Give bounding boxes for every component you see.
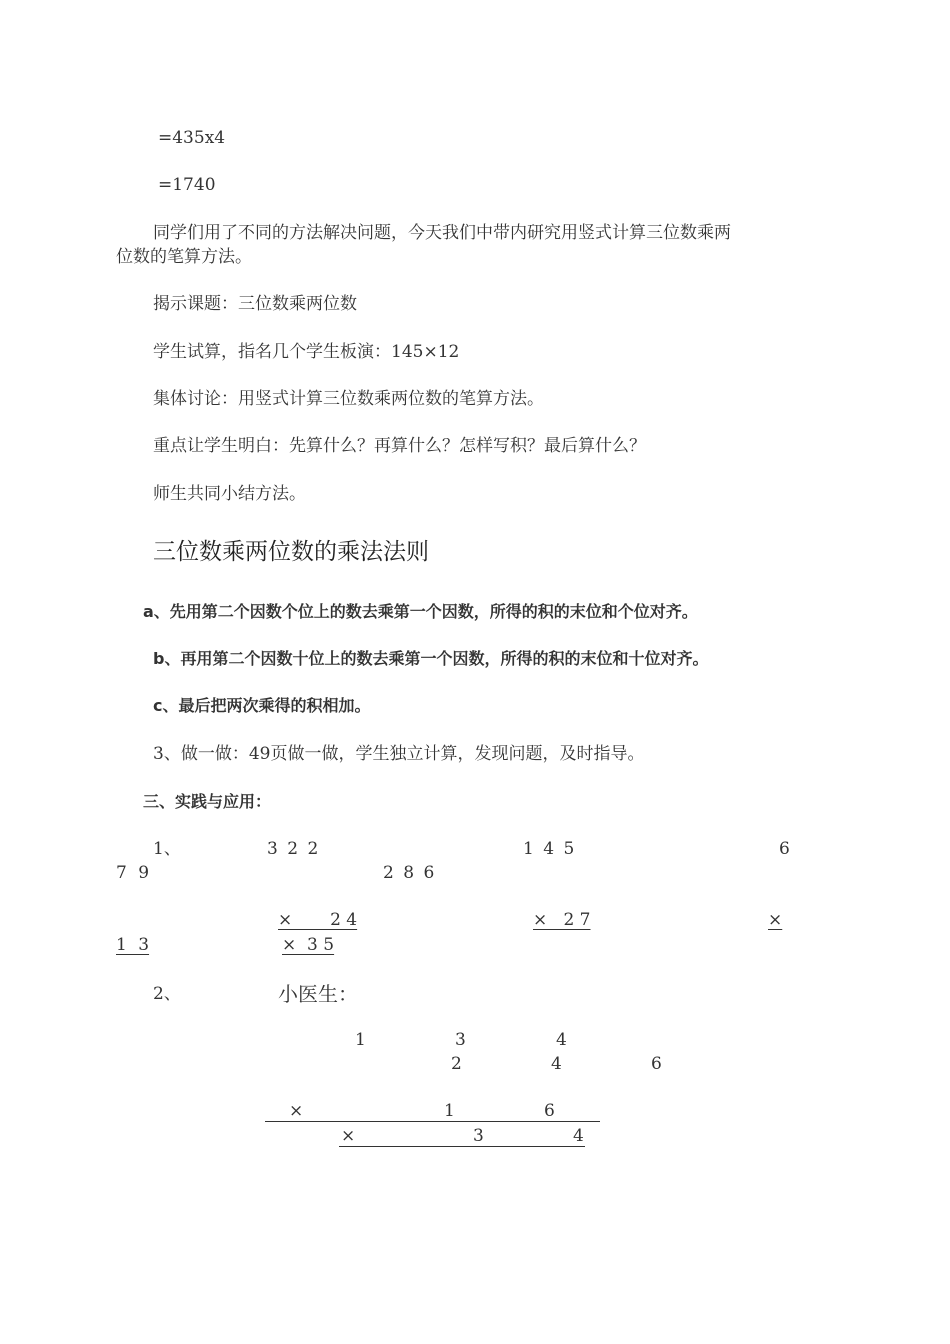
q2-multiplier-1-digit-2: 6 [544,1101,555,1121]
q2-multiply-sign-1: × [289,1101,304,1121]
rule-heading: 三位数乘两位数的乘法法则 [153,539,429,565]
rule-c: c、最后把两次乘得的积相加。 [153,696,371,715]
equation-line-1: =435x4 [158,128,226,148]
q1-problem2-top: 1 4 5 [523,839,575,859]
rule-a: a、先用第二个因数个位上的数去乘第一个因数，所得的积的末位和个位对齐。 [143,602,698,621]
q1-problem4-multiplier: × 3 5 [282,935,335,955]
focus-line: 重点让学生明白：先算什么？再算什么？怎样写积？最后算什么？ [153,436,646,456]
rule-b: b、再用第二个因数十位上的数去乘第一个因数，所得的积的末位和十位对齐。 [153,649,709,668]
q2-multiplier-2-digit-1: 3 [473,1126,484,1146]
summary-line: 师生共同小结方法。 [153,484,306,504]
q2-underline-2 [339,1146,585,1147]
discuss-line: 集体讨论：用竖式计算三位数乘两位数的笔算方法。 [153,389,544,409]
q2-label: 2、 [153,984,181,1004]
do-it-line: 3、做一做：49页做一做，学生独立计算，发现问题，及时指导。 [153,744,645,764]
trial-line: 学生试算，指名几个学生板演：145×12 [153,342,460,362]
equation-line-2: =1740 [158,175,216,195]
q2-b-digit-2: 4 [551,1054,562,1074]
section-heading: 三、实践与应用： [143,792,272,811]
q2-multiplier-2-digit-2: 4 [573,1126,584,1146]
q1-problem4-top: 2 8 6 [383,863,435,883]
q1-problem1-multiplier: × 2 4 [278,910,358,930]
q2-a-digit-2: 3 [455,1030,466,1050]
q2-b-digit-1: 2 [451,1054,462,1074]
q2-multiply-sign-2: × [341,1126,356,1146]
intro-line-1: 同学们用了不同的方法解决问题，今天我们中带内研究用竖式计算三位数乘两 [153,223,731,243]
q1-problem3-multiplier-b: 1 3 [116,935,150,955]
q2-b-digit-3: 6 [651,1054,662,1074]
q2-underline-1 [265,1121,600,1122]
topic-line: 揭示课题：三位数乘两位数 [153,294,357,314]
q1-problem3-multiplier-a: × [768,910,783,930]
q1-problem3-top-a: 6 [779,839,790,859]
q2-a-digit-1: 1 [355,1030,366,1050]
q1-problem2-multiplier: × 2 7 [533,910,591,930]
q1-problem1-top: 3 2 2 [267,839,319,859]
q2-a-digit-3: 4 [556,1030,567,1050]
q1-problem3-top-b: 7 9 [116,863,150,883]
q2-title: 小医生： [278,982,358,1006]
intro-line-2: 位数的笔算方法。 [116,247,252,267]
q2-multiplier-1-digit-1: 1 [444,1101,455,1121]
q1-label: 1、 [153,839,181,859]
